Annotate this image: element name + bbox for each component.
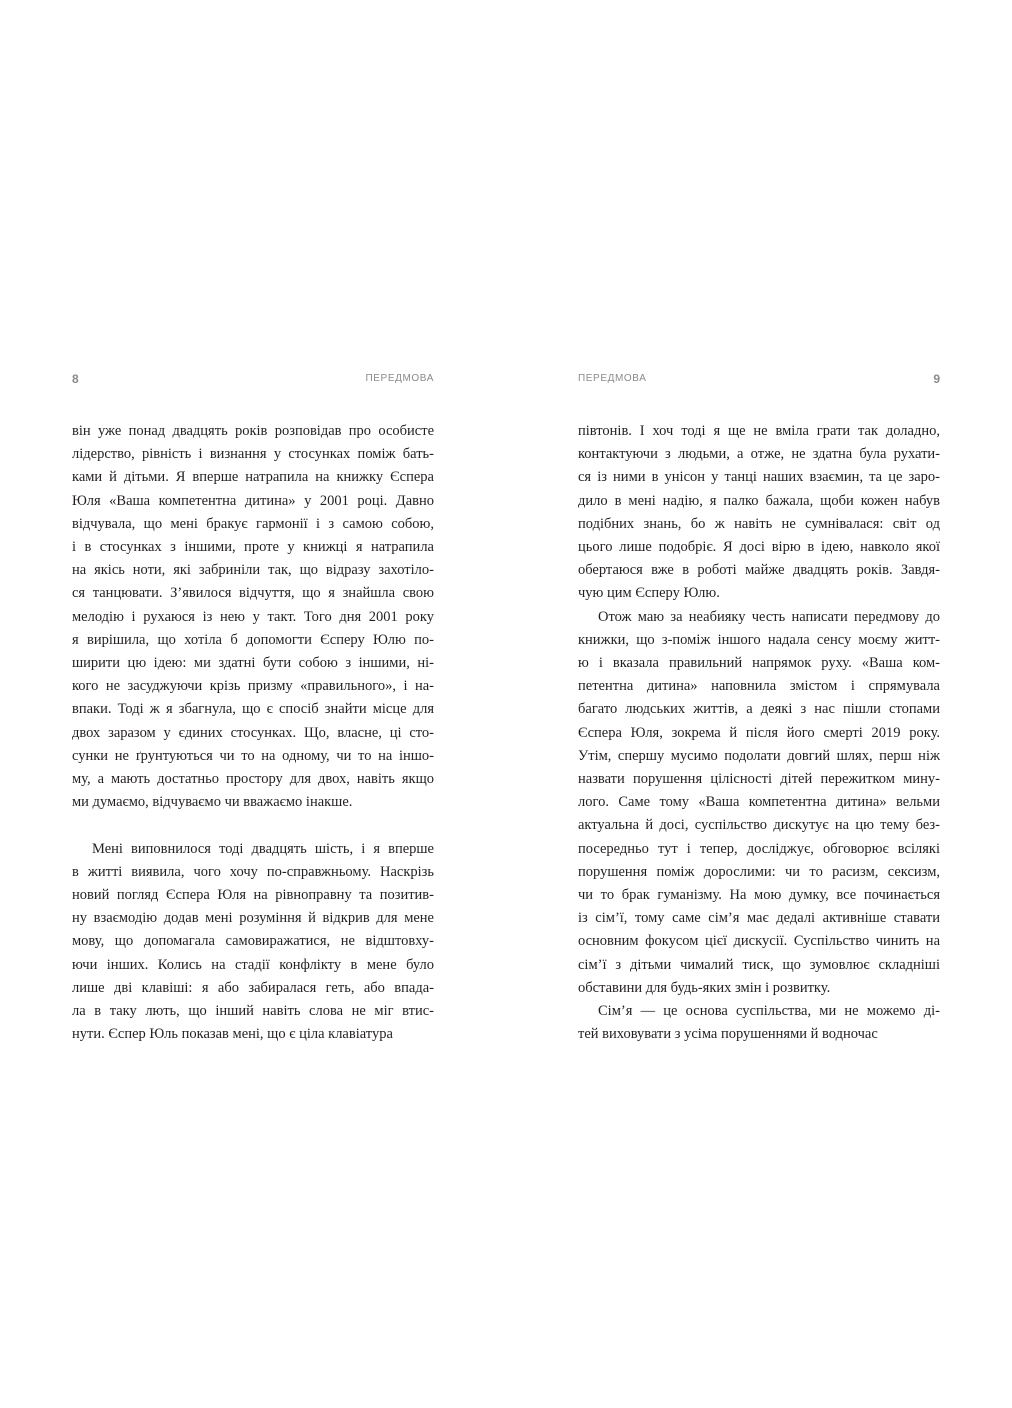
text-line: ширити цю ідею: ми здатні бути собою з іншими, ні- <box>72 655 434 672</box>
text-line: обставини для будь-яких змін і розвитку. <box>578 979 831 996</box>
text-line: ся із ними в унісон у танці наших взаємин, та це заро- <box>578 469 940 486</box>
text-line: ками й дітьми. Я вперше натрапила на книжку Єспера <box>72 469 434 486</box>
text-line: тей виховувати з усіма порушеннями й водночас <box>578 1026 878 1043</box>
text-line: книжки, що з-поміж іншого надала сенсу моєму житт- <box>578 631 940 648</box>
text-line: він уже понад двадцять років розповідав про особисте <box>72 423 434 439</box>
section-title: ПЕРЕДМОВА <box>365 373 434 384</box>
right-running-head <box>578 372 940 388</box>
text-line: відчувала, що мені бракує гармонії і з самою собою, <box>72 515 434 532</box>
text-line: обертаюся вже в роботі майже двадцять років. Завдя- <box>578 562 940 579</box>
text-line: Сім’я — це основа суспільства, ми не можемо ді- <box>598 1003 940 1020</box>
text-line: Юля «Ваша компетентна дитина» у 2001 році. Давно <box>72 492 434 509</box>
text-line: лідерство, рівність і визнання у стосунках поміж бать- <box>72 446 434 463</box>
text-line: нути. Єспер Юль показав мені, що є ціла клавіатура <box>72 1026 393 1043</box>
text-line: двох заразом у єдиних стосунках. Що, власне, ці сто- <box>72 724 434 741</box>
text-line: Єспера Юля, зокрема й після його смерті 2019 року. <box>578 724 940 741</box>
left-page <box>72 0 434 1408</box>
text-line: Мені виповнилося тоді двадцять шість, і я вперше <box>92 840 434 857</box>
text-line: новий погляд Єспера Юля на рівноправну та позитив- <box>72 887 434 904</box>
text-line: чую цим Єсперу Юлю. <box>578 585 720 602</box>
text-line: ну взаємодію додав мені розуміння й відкрив для мене <box>72 910 434 927</box>
text-line: цього лише подобріє. Я досі вірю в ідею, навколо якої <box>578 539 940 556</box>
text-line: основним фокусом цієї дискусії. Суспільство чинить на <box>578 933 940 950</box>
text-line: багато людських життів, а деякі з нас пішли стопами <box>578 701 940 718</box>
page-number: 9 <box>933 372 940 386</box>
text-line: петентна дитина» наповнила змістом і спрямувала <box>578 678 940 695</box>
section-title: ПЕРЕДМОВА <box>578 373 647 384</box>
page-number: 8 <box>72 372 79 386</box>
text-line: я вирішила, що хотіла б допомогти Єсперу Юлю по- <box>72 631 434 648</box>
text-line: мелодію і рухаюся із нею у такт. Того дня 2001 року <box>72 608 434 625</box>
text-line: чи то брак гуманізму. На мою думку, все починається <box>578 887 940 904</box>
text-line: і в стосунках з іншими, проте у книжці я натрапила <box>72 539 434 556</box>
left-running-head <box>72 372 434 388</box>
text-line: актуальна й досі, суспільство дискутує на цю тему без- <box>578 817 940 834</box>
text-line: із сім’ї, тому саме сім’я має дедалі активніше ставати <box>578 910 940 927</box>
text-line: назвати порушення цілісності дітей пережитком мину- <box>578 771 940 788</box>
text-line: ми думаємо, відчуваємо чи вважаємо інакше. <box>72 794 353 811</box>
text-line: на якісь ноти, які забриніли так, що відразу захотіло- <box>72 562 434 579</box>
text-line: контактуючи з людьми, а отже, не здатна була рухати- <box>578 446 940 463</box>
text-line: мову, що допомагала самовиражатися, не відштовху- <box>72 933 434 950</box>
text-line: в житті виявила, чого хочу по-справжньому. Наскрізь <box>72 863 434 880</box>
text-line: ся танцювати. З’явилося відчуття, що я знайшла свою <box>72 585 434 602</box>
text-line: Утім, спершу мусимо подолати довгий шлях, перш ніж <box>578 747 940 764</box>
right-body-text <box>578 420 940 1046</box>
text-line: лише дві клавіші: я або забиралася геть, або впада- <box>72 979 434 996</box>
text-line: подібних знань, бо ж навіть не сумнівалася: світ од <box>578 515 940 532</box>
text-line: посередньо тут і тепер, досліджує, обговорює всілякі <box>578 840 940 857</box>
text-line: ючи інших. Колись на стадії конфлікту в мене було <box>72 956 434 973</box>
text-line: сунки не ґрунтуються чи то на одному, чи то на іншо- <box>72 747 434 764</box>
text-line: сім’ї з дітьми чималий тиск, що зумовлює складніші <box>578 956 940 973</box>
text-line: порушення поміж дорослими: чи то расизм, сексизм, <box>578 863 940 880</box>
text-line: ю і вказала правильний напрямок руху. «Ваша ком- <box>578 655 940 672</box>
text-line: лого. Саме тому «Ваша компетентна дитина» вельми <box>578 794 940 811</box>
text-line: впаки. Тоді ж я збагнула, що є спосіб знайти місце для <box>72 701 434 718</box>
text-line: му, а мають достатньо простору для двох, навіть якщо <box>72 771 434 788</box>
left-body-text <box>72 420 434 1046</box>
text-line: ла в таку лють, що інший навіть слова не міг втис- <box>72 1003 434 1020</box>
text-line: півтонів. І хоч тоді я ще не вміла грати так доладно, <box>578 423 940 439</box>
right-page <box>578 0 940 1408</box>
text-line: дило в мені надію, я палко бажала, щоби кожен набув <box>578 492 940 509</box>
text-line: кого не засуджуючи крізь призму «правильного», і на- <box>72 678 434 695</box>
text-line: Отож маю за неабияку честь написати передмову до <box>598 608 940 625</box>
paragraph-gap <box>72 814 434 837</box>
